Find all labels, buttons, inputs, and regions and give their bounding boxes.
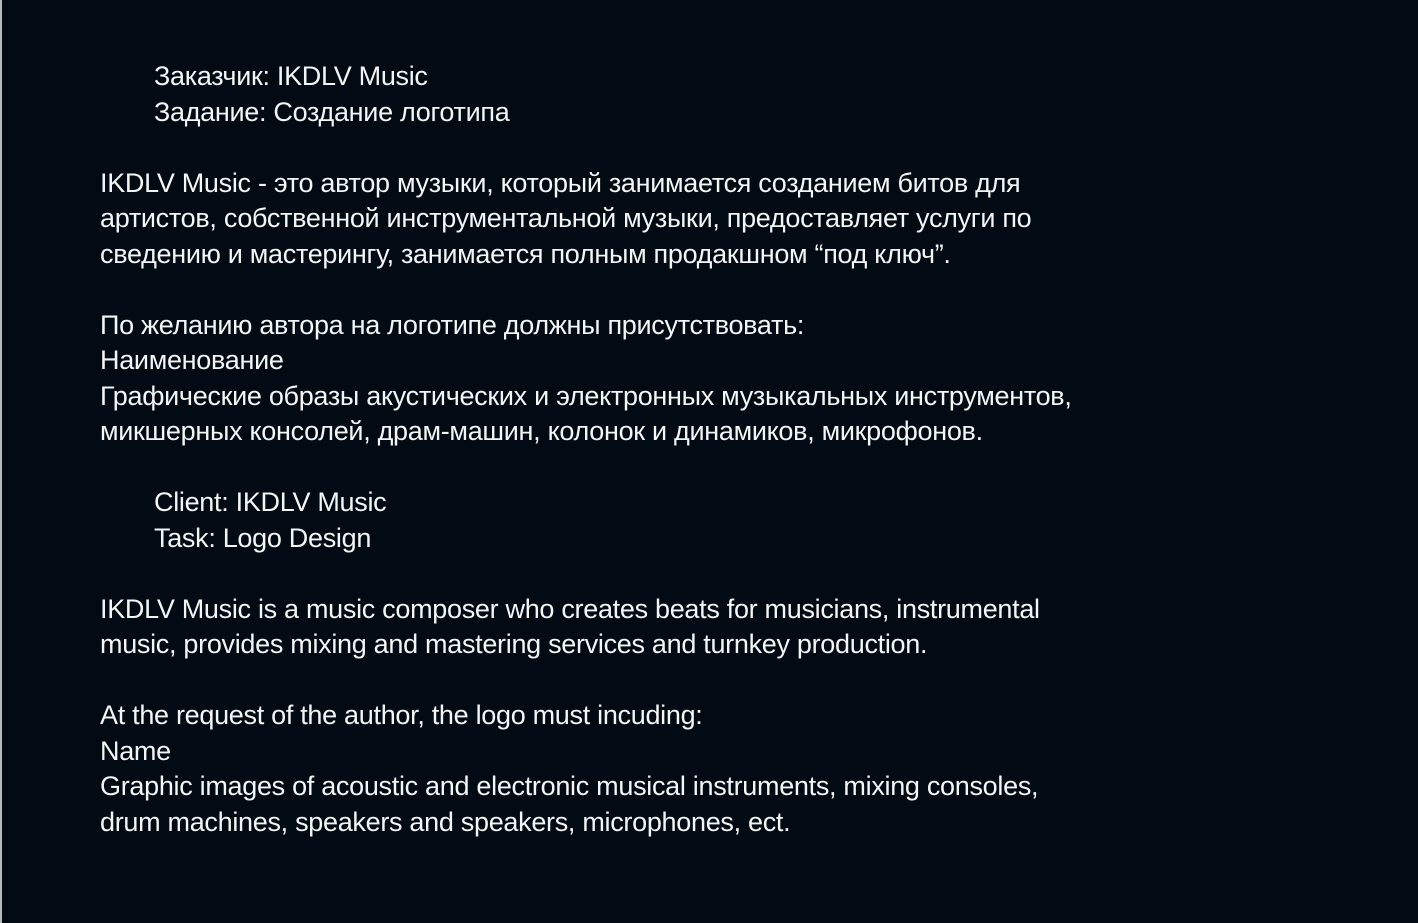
- text-line: At the request of the author, the logo must incuding:: [100, 700, 703, 730]
- brief-en-header: [100, 485, 1368, 556]
- text-line: music, provides mixing and mastering services and turnkey production.: [100, 629, 928, 659]
- ru-client-line: Заказчик: IKDLV Music: [154, 61, 428, 91]
- text-line: Graphic images of acoustic and electronic musical instruments, mixing consoles,: [100, 771, 1039, 801]
- text-line: микшерных консолей, драм-машин, колонок и динамиков, микрофонов.: [100, 416, 983, 446]
- text-line: По желанию автора на логотипе должны присутствовать:: [100, 309, 805, 340]
- text-line: IKDLV Music - это автор музыки, который занимается созданием битов для: [100, 167, 1021, 198]
- left-edge-line: [0, 0, 2, 923]
- brief-en-description: [100, 592, 1368, 663]
- brief-ru-requirements: [100, 308, 1368, 450]
- text-line: drum machines, speakers and speakers, microphones, ect.: [100, 806, 791, 837]
- brief-document: [100, 59, 1368, 840]
- text-line: Наименование: [100, 345, 284, 375]
- text-line: артистов, собственной инструментальной музыки, предоставляет услуги по: [100, 203, 1032, 233]
- ru-task-line: Задание: Создание логотипа: [154, 96, 510, 127]
- brief-ru-description: [100, 166, 1368, 273]
- text-line: Графические образы акустических и электронных музыкальных инструментов,: [100, 380, 1072, 411]
- text-line: сведению и мастерингу, занимается полным продакшном “под ключ”.: [100, 238, 951, 269]
- brief-ru-header: [100, 59, 1368, 130]
- brief-en-requirements: [100, 698, 1368, 840]
- en-client-line: Client: IKDLV Music: [154, 487, 387, 517]
- text-line: Name: [100, 735, 171, 766]
- text-line: IKDLV Music is a music composer who creates beats for musicians, instrumental: [100, 593, 1040, 624]
- en-task-line: Task: Logo Design: [154, 522, 372, 553]
